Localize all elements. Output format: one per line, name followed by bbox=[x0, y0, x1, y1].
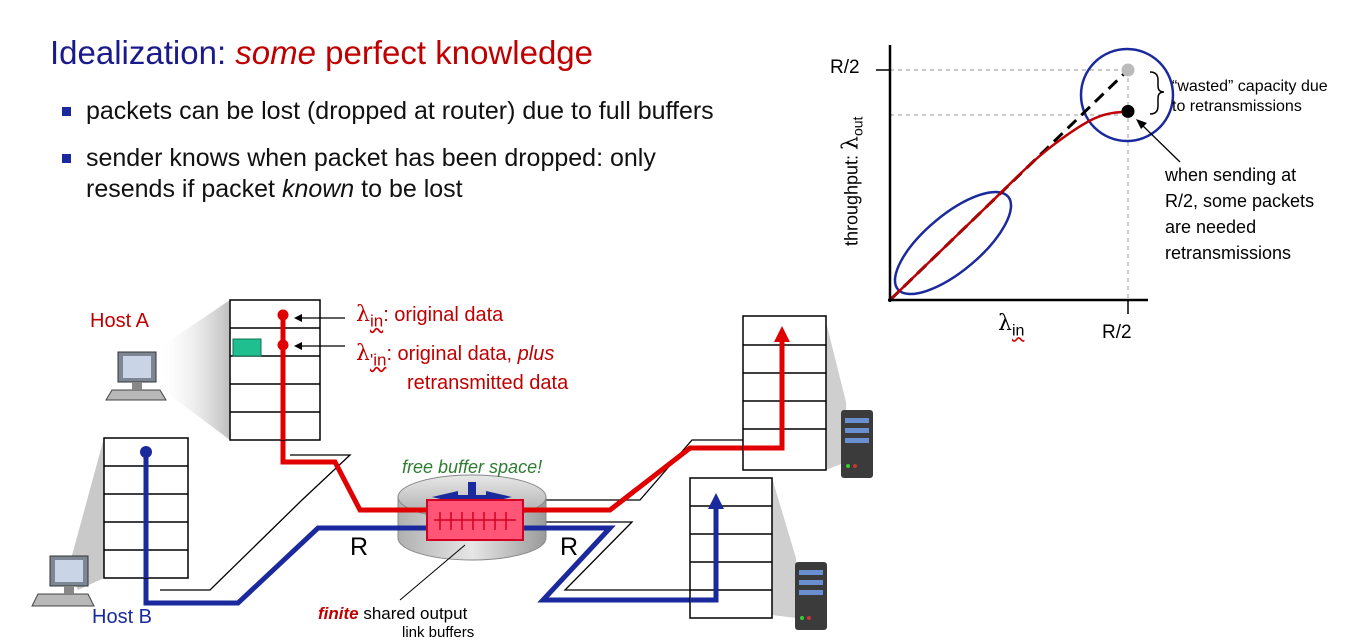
lambda-in-prime-label-line2: retransmitted data bbox=[407, 372, 569, 394]
host-a-label: Host A bbox=[90, 310, 149, 332]
lambda-in-prime-label: $\lambda_{'in}$: original data, plus bbox=[356, 341, 555, 370]
bullet-item: sender knows when packet has been dropped: only resends if packet known to be lost bbox=[62, 143, 742, 205]
host-b-source-point bbox=[140, 446, 152, 458]
lambda-in-point bbox=[278, 310, 289, 321]
wasted-capacity-brace bbox=[1150, 72, 1164, 114]
wasted-capacity-note: “wasted” capacity due to retransmissions bbox=[1172, 78, 1328, 115]
packet bbox=[233, 339, 261, 356]
server-2-buffer-table bbox=[690, 478, 772, 618]
finite-buffer-label: finite shared output bbox=[318, 604, 468, 623]
server-icon bbox=[841, 410, 873, 478]
link-rate-right: R bbox=[560, 533, 579, 561]
computer-icon bbox=[106, 352, 166, 400]
x-axis-label: $\lambda_{in}$ bbox=[998, 311, 1025, 340]
lambda-in-prime-point bbox=[278, 340, 289, 351]
host-b-label: Host B bbox=[92, 606, 153, 628]
link-rate-left: R bbox=[350, 533, 369, 561]
y-axis-label: throughput: $\lambda_{out}$ bbox=[838, 116, 866, 247]
bullet-item: packets can be lost (dropped at router) due to full buffers bbox=[62, 96, 742, 127]
low-load-ellipse bbox=[880, 175, 1026, 310]
server-2-zoom-wedge bbox=[772, 478, 796, 618]
note-pointer bbox=[1141, 124, 1180, 162]
slide-title: Idealization: some perfect knowledge bbox=[50, 34, 594, 71]
host-a-buffer-table bbox=[230, 300, 320, 440]
series-actual-line bbox=[890, 111, 1128, 300]
host-a-zoom-wedge bbox=[163, 300, 230, 440]
throughput-chart bbox=[876, 45, 1180, 314]
xtick-label: R/2 bbox=[1102, 322, 1132, 343]
point-ideal-max bbox=[1122, 64, 1135, 77]
free-buffer-label: free buffer space! bbox=[402, 457, 543, 477]
finite-buffer-label-line2: link buffers bbox=[402, 624, 475, 641]
shared-output-buffer bbox=[427, 500, 523, 540]
server-icon bbox=[795, 562, 827, 630]
computer-icon bbox=[32, 556, 94, 606]
point-actual-r2 bbox=[1122, 105, 1135, 118]
ytick-label: R/2 bbox=[830, 57, 860, 78]
sending-at-r2-note: when sending at R/2, some packets are needed retransmissions bbox=[1165, 165, 1315, 263]
lambda-in-label: $\lambda_{in}$: original data bbox=[356, 302, 504, 331]
